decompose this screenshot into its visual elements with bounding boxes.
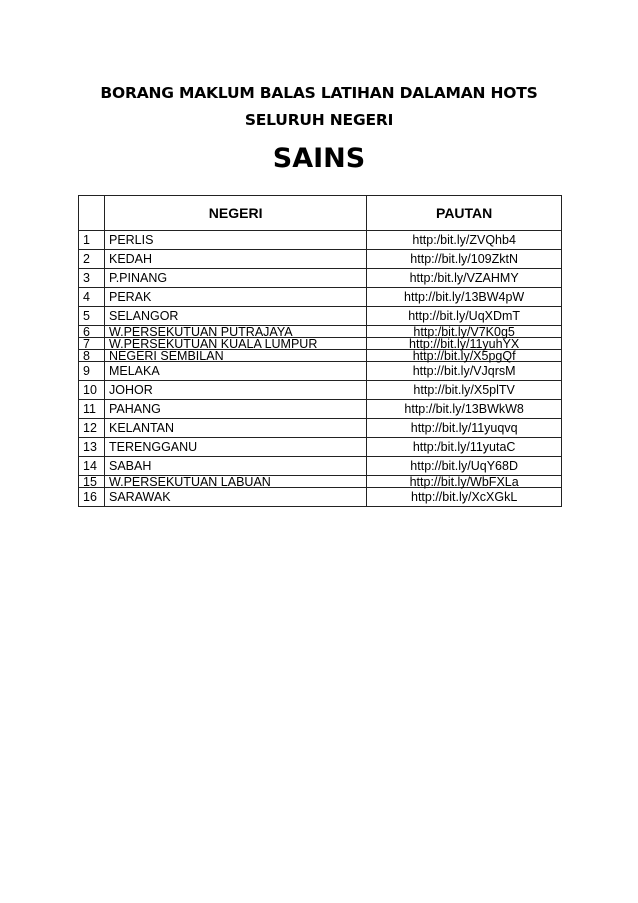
link-url[interactable]: http:/bit.ly/V7K0g5 <box>367 326 562 338</box>
state-name: SABAH <box>104 457 366 476</box>
link-url[interactable]: http:/bit.ly/11yutaC <box>367 438 562 457</box>
table-row <box>79 476 562 488</box>
header-pautan: PAUTAN <box>367 196 562 231</box>
row-number: 11 <box>79 400 105 419</box>
state-links-table <box>78 195 562 507</box>
state-name: NEGERI SEMBILAN <box>104 350 366 362</box>
table-row <box>79 288 562 307</box>
link-url[interactable]: http://bit.ly/11yuqvq <box>367 419 562 438</box>
link-url[interactable]: http://bit.ly/WbFXLa <box>367 476 562 488</box>
title-line-2: SELURUH NEGERI <box>244 111 394 129</box>
state-name: KELANTAN <box>104 419 366 438</box>
title-line-1: BORANG MAKLUM BALAS LATIHAN DALAMAN HOTS <box>100 84 538 102</box>
table-row <box>79 338 562 350</box>
row-number: 2 <box>79 250 105 269</box>
link-url[interactable]: http://bit.ly/X5pgQf <box>367 350 562 362</box>
table-row <box>79 307 562 326</box>
row-number: 8 <box>79 350 105 362</box>
header-negeri: NEGERI <box>104 196 366 231</box>
state-name: TERENGGANU <box>104 438 366 457</box>
state-name: W.PERSEKUTUAN KUALA LUMPUR <box>104 338 366 350</box>
state-name: SELANGOR <box>104 307 366 326</box>
state-name: PAHANG <box>104 400 366 419</box>
link-url[interactable]: http://bit.ly/VJqrsM <box>367 362 562 381</box>
row-number: 4 <box>79 288 105 307</box>
row-number: 14 <box>79 457 105 476</box>
row-number: 5 <box>79 307 105 326</box>
row-number: 15 <box>79 476 105 488</box>
table-row <box>79 419 562 438</box>
link-url[interactable]: http://bit.ly/X5plTV <box>367 381 562 400</box>
table-row <box>79 231 562 250</box>
state-name: PERAK <box>104 288 366 307</box>
table-row <box>79 400 562 419</box>
row-number: 16 <box>79 488 105 507</box>
table-row <box>79 250 562 269</box>
state-name: W.PERSEKUTUAN PUTRAJAYA <box>104 326 366 338</box>
link-url[interactable]: http://bit.ly/UqY68D <box>367 457 562 476</box>
table-row <box>79 326 562 338</box>
row-number: 9 <box>79 362 105 381</box>
link-url[interactable]: http://bit.ly/UqXDmT <box>367 307 562 326</box>
row-number: 7 <box>79 338 105 350</box>
link-url[interactable]: http://bit.ly/109ZktN <box>367 250 562 269</box>
row-number: 12 <box>79 419 105 438</box>
link-url[interactable]: http://bit.ly/13BWkW8 <box>367 400 562 419</box>
table-row <box>79 438 562 457</box>
link-url[interactable]: http://bit.ly/11yuhYX <box>367 338 562 350</box>
state-name: W.PERSEKUTUAN LABUAN <box>104 476 366 488</box>
row-number: 10 <box>79 381 105 400</box>
row-number: 3 <box>79 269 105 288</box>
table-row <box>79 381 562 400</box>
table-row <box>79 488 562 507</box>
row-number: 6 <box>79 326 105 338</box>
table-row <box>79 457 562 476</box>
state-name: P.PINANG <box>104 269 366 288</box>
link-url[interactable]: http://bit.ly/13BW4pW <box>367 288 562 307</box>
table-header-row <box>79 196 562 231</box>
link-url[interactable]: http:/bit.ly/ZVQhb4 <box>367 231 562 250</box>
state-name: PERLIS <box>104 231 366 250</box>
state-name: MELAKA <box>104 362 366 381</box>
link-url[interactable]: http://bit.ly/XcXGkL <box>367 488 562 507</box>
table-row <box>79 269 562 288</box>
header-no <box>79 196 105 231</box>
subject-title: SAINS <box>272 143 366 174</box>
row-number: 1 <box>79 231 105 250</box>
state-name: JOHOR <box>104 381 366 400</box>
link-url[interactable]: http:/bit.ly/VZAHMY <box>367 269 562 288</box>
table-row <box>79 350 562 362</box>
state-name: KEDAH <box>104 250 366 269</box>
table-row <box>79 362 562 381</box>
state-name: SARAWAK <box>104 488 366 507</box>
row-number: 13 <box>79 438 105 457</box>
